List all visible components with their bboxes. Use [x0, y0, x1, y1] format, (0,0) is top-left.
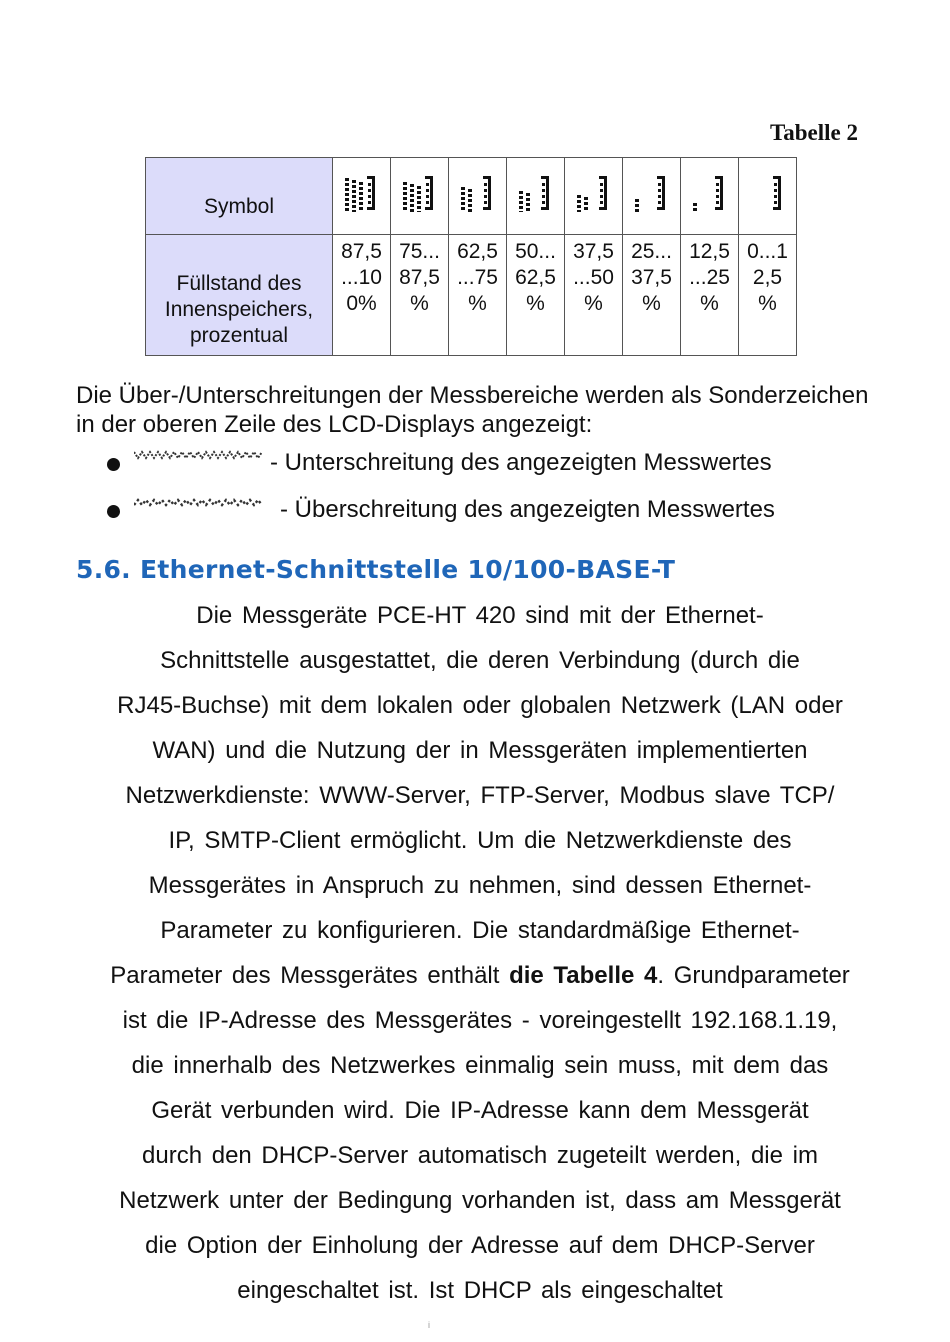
level-pixel	[359, 207, 363, 210]
indicator-pixel	[425, 207, 433, 210]
level-pixel	[403, 187, 407, 190]
indicator-pixel	[426, 195, 429, 198]
level-pixel	[410, 194, 414, 197]
indicator-pixel	[600, 195, 603, 198]
level-pixel	[519, 206, 523, 209]
level-pixel	[461, 207, 465, 210]
fill-level-cell: 50... 62,5 %	[507, 235, 565, 356]
level-pixel	[526, 208, 530, 211]
body-line: WAN) und die Nutzung der in Messgeräten implementierten	[152, 737, 808, 764]
level-pixel	[693, 208, 697, 211]
level-pixel	[359, 197, 363, 200]
fill-level-cell: 0...1 2,5 %	[739, 235, 797, 356]
level-pixel	[417, 201, 421, 204]
symbol-cell	[391, 158, 449, 235]
level-pixel	[345, 193, 349, 196]
level-pixel	[584, 202, 588, 205]
fill-level-cell: 37,5 ...50 %	[565, 235, 623, 356]
body-line: IP, SMTP-Client ermöglicht. Um die Netzwerkdienste des	[168, 827, 792, 854]
indicator-pixel	[600, 189, 603, 192]
level-pixel	[345, 188, 349, 191]
fill-level-header: Füllstand des Innenspeichers, prozentual	[146, 235, 333, 356]
indicator-pixel	[372, 176, 375, 210]
indicator-pixel	[773, 207, 781, 210]
indicator-pixel	[716, 201, 719, 204]
level-pixel	[526, 203, 530, 206]
body-line: Messgerätes in Anspruch zu nehmen, sind dessen Ethernet-	[148, 872, 812, 899]
memory-level-5-icon	[519, 174, 553, 212]
level-pixel	[584, 197, 588, 200]
indicator-pixel	[716, 183, 719, 186]
level-pixel	[352, 205, 356, 208]
level-pixel	[584, 207, 588, 210]
level-pixel	[577, 210, 581, 212]
memory-level-1-icon	[751, 174, 785, 212]
body-line: eingeschaltet ist. Ist DHCP als eingeschaltet	[237, 1277, 723, 1304]
indicator-pixel	[600, 183, 603, 186]
level-pixel	[461, 192, 465, 195]
indicator-pixel	[426, 201, 429, 204]
level-pixel	[410, 204, 414, 207]
bullet-dot-icon	[107, 505, 120, 518]
table-caption: Tabelle 2	[770, 120, 858, 145]
footer-mark: i	[428, 1320, 430, 1330]
symbol-cell	[565, 158, 623, 235]
indicator-pixel	[716, 189, 719, 192]
symbol-header: Symbol	[146, 158, 333, 235]
indicator-pixel	[604, 176, 607, 210]
indicator-pixel	[658, 195, 661, 198]
level-pixel	[352, 210, 356, 212]
body-line: Netzwerkdienste: WWW-Server, FTP-Server, Modbus slave TCP/	[125, 782, 835, 809]
section-heading: 5.6. Ethernet-Schnittstelle 10/100-BASE-T	[76, 555, 676, 584]
level-pixel	[359, 187, 363, 190]
level-pixel	[635, 209, 639, 212]
level-pixel	[577, 195, 581, 198]
indicator-pixel	[599, 207, 607, 210]
indicator-pixel	[368, 195, 371, 198]
body-line: Die Messgeräte PCE-HT 420 sind mit der Ethernet-	[196, 602, 764, 629]
level-pixel	[410, 189, 414, 192]
symbol-cell	[507, 158, 565, 235]
level-pixel	[577, 205, 581, 208]
memory-level-7-icon	[403, 174, 437, 212]
level-pixel	[345, 198, 349, 201]
fill-level-cell: 75... 87,5 %	[391, 235, 449, 356]
level-pixel	[468, 209, 472, 212]
level-pixel	[345, 178, 349, 181]
level-pixel	[359, 182, 363, 185]
level-pixel	[461, 187, 465, 190]
fill-level-cell: 62,5 ...75 %	[449, 235, 507, 356]
body-line: Parameter zu konfigurieren. Die standardmäßige Ethernet-	[160, 917, 800, 944]
bullet-underflow	[107, 449, 772, 477]
indicator-pixel	[600, 201, 603, 204]
level-pixel	[352, 195, 356, 198]
indicator-pixel	[658, 183, 661, 186]
level-pixel	[352, 185, 356, 188]
indicator-pixel	[367, 207, 375, 210]
indicator-pixel	[484, 183, 487, 186]
level-pixel	[410, 184, 414, 187]
level-pixel	[693, 203, 697, 206]
body-line: RJ45-Buchse) mit dem lokalen oder globalen Netzwerk (LAN oder	[117, 692, 843, 719]
indicator-pixel	[426, 183, 429, 186]
level-pixel	[345, 183, 349, 186]
indicator-pixel	[484, 195, 487, 198]
table-reference: die Tabelle 4	[509, 962, 658, 989]
level-pixel	[403, 202, 407, 205]
indicator-pixel	[774, 189, 777, 192]
level-pixel	[417, 211, 421, 212]
body-line: ist die IP-Adresse des Messgerätes - voreingestellt 192.168.1.19,	[122, 1007, 838, 1034]
symbol-cell	[681, 158, 739, 235]
level-pixel	[526, 193, 530, 196]
symbol-cell	[739, 158, 797, 235]
body-line: durch den DHCP-Server automatisch zugeteilt werden, die im	[142, 1142, 818, 1169]
level-pixel	[410, 199, 414, 202]
level-pixel	[468, 199, 472, 202]
level-pixel	[468, 204, 472, 207]
intro-paragraph: Die Über-/Unterschreitungen der Messbereiche werden als Sonderzeichen in der oberen Zeile des LCD-Displays angezeigt:	[76, 382, 869, 438]
body-line: Netzwerk unter der Bedingung vorhanden ist, dass am Messgerät	[119, 1187, 841, 1214]
bullet-text: - Unterschreitung des angezeigten Messwertes	[270, 449, 772, 476]
indicator-pixel	[542, 183, 545, 186]
level-pixel	[352, 190, 356, 193]
indicator-pixel	[542, 201, 545, 204]
indicator-pixel	[368, 189, 371, 192]
indicator-pixel	[716, 195, 719, 198]
level-pixel	[417, 196, 421, 199]
level-pixel	[519, 196, 523, 199]
indicator-pixel	[484, 201, 487, 204]
body-paragraph	[76, 599, 884, 1319]
level-pixel	[468, 189, 472, 192]
level-pixel	[345, 208, 349, 211]
symbol-row	[146, 158, 797, 235]
indicator-pixel	[774, 201, 777, 204]
level-pixel	[526, 198, 530, 201]
indicator-pixel	[658, 201, 661, 204]
level-pixel	[417, 206, 421, 209]
memory-level-6-icon	[461, 174, 495, 212]
level-pixel	[635, 199, 639, 202]
level-pixel	[345, 203, 349, 206]
level-pixel	[519, 191, 523, 194]
level-pixel	[468, 194, 472, 197]
indicator-pixel	[662, 176, 665, 210]
symbol-cell	[623, 158, 681, 235]
underflow-pattern-icon	[134, 450, 262, 462]
indicator-pixel	[657, 207, 665, 210]
memory-level-3-icon	[635, 174, 669, 212]
body-line: Gerät verbunden wird. Die IP-Adresse kann dem Messgerät	[151, 1097, 809, 1124]
indicator-pixel	[541, 207, 549, 210]
body-line: Schnittstelle ausgestattet, die deren Verbindung (durch die	[160, 647, 800, 674]
level-pixel	[403, 197, 407, 200]
body-line: die innerhalb des Netzwerkes einmalig sein muss, mit dem das	[131, 1052, 829, 1079]
indicator-pixel	[368, 201, 371, 204]
body-line: Parameter des Messgerätes enthält die Tabelle 4. Grundparameter	[110, 962, 850, 989]
level-pixel	[403, 192, 407, 195]
level-pixel	[635, 204, 639, 207]
level-pixel	[403, 182, 407, 185]
memory-level-4-icon	[577, 174, 611, 212]
level-pixel	[417, 191, 421, 194]
overflow-pattern-icon	[134, 497, 266, 509]
level-pixel	[403, 207, 407, 210]
level-pixel	[352, 200, 356, 203]
bullet-dot-icon	[107, 458, 120, 471]
body-line: die Option der Einholung der Adresse auf dem DHCP-Server	[145, 1232, 815, 1259]
indicator-pixel	[488, 176, 491, 210]
fill-level-cell: 12,5 ...25 %	[681, 235, 739, 356]
memory-level-8-icon	[345, 174, 379, 212]
indicator-pixel	[658, 189, 661, 192]
level-pixel	[461, 197, 465, 200]
indicator-pixel	[542, 189, 545, 192]
indicator-pixel	[542, 195, 545, 198]
indicator-pixel	[778, 176, 781, 210]
level-pixel	[410, 209, 414, 212]
fill-level-cell: 25... 37,5 %	[623, 235, 681, 356]
fill-level-row	[146, 235, 797, 356]
indicator-pixel	[720, 176, 723, 210]
indicator-pixel	[368, 183, 371, 186]
indicator-pixel	[484, 189, 487, 192]
bullet-overflow	[107, 496, 775, 524]
memory-level-2-icon	[693, 174, 727, 212]
level-pixel	[417, 186, 421, 189]
level-pixel	[359, 192, 363, 195]
fill-level-cell: 87,5 ...10 0%	[333, 235, 391, 356]
symbol-cell	[333, 158, 391, 235]
indicator-pixel	[483, 207, 491, 210]
indicator-pixel	[774, 195, 777, 198]
level-pixel	[359, 202, 363, 205]
indicator-pixel	[774, 183, 777, 186]
level-pixel	[352, 180, 356, 183]
level-pixel	[519, 201, 523, 204]
indicator-pixel	[430, 176, 433, 210]
indicator-pixel	[426, 189, 429, 192]
level-pixel	[577, 200, 581, 203]
symbol-cell	[449, 158, 507, 235]
bullet-text: - Überschreitung des angezeigten Messwertes	[280, 496, 775, 523]
level-pixel	[519, 211, 523, 212]
memory-fill-table	[145, 157, 797, 356]
indicator-pixel	[715, 207, 723, 210]
indicator-pixel	[546, 176, 549, 210]
level-pixel	[461, 202, 465, 205]
